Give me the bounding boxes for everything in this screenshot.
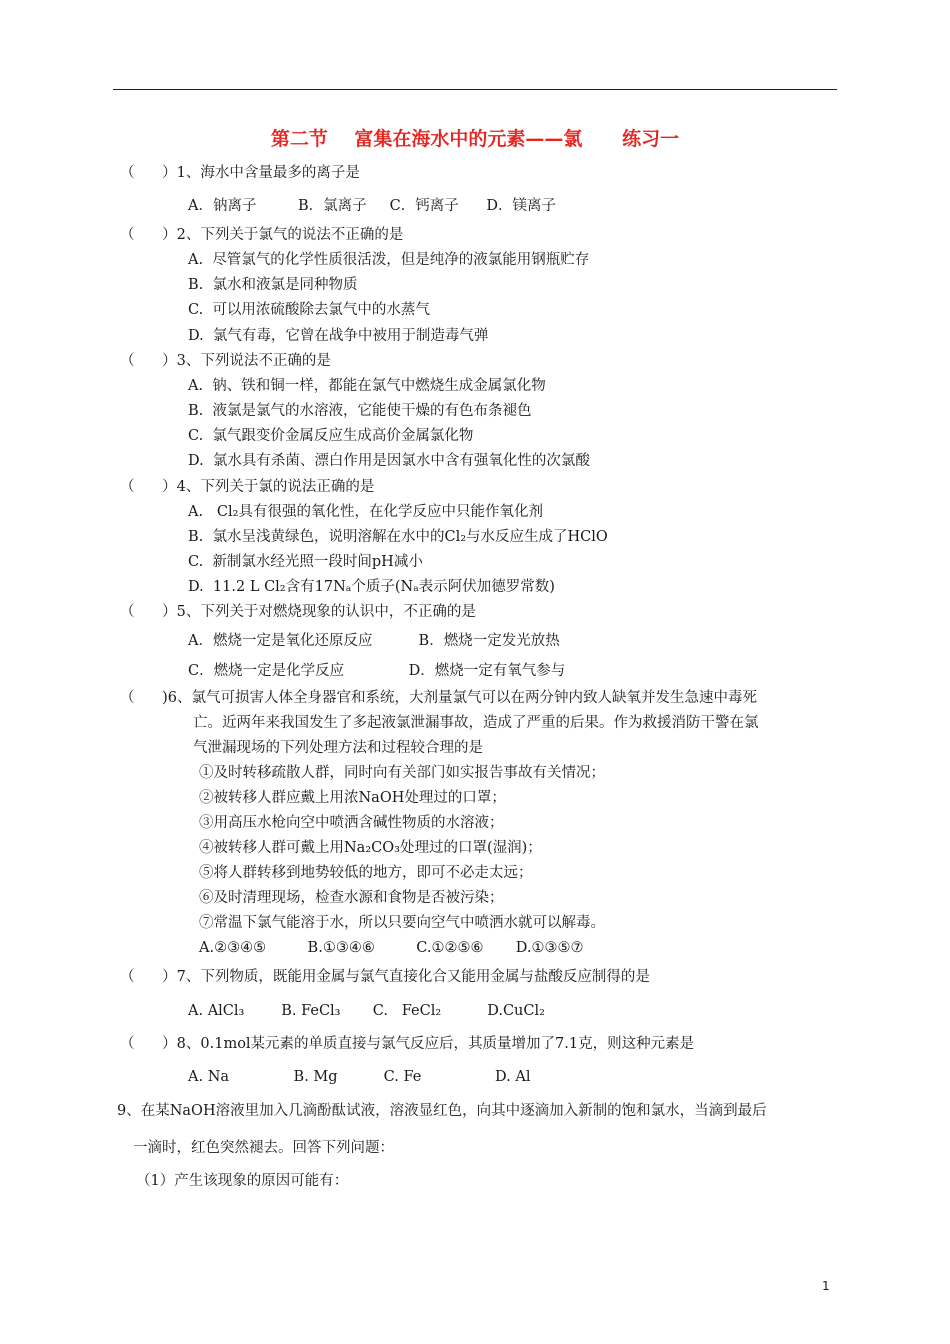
document-line: （ ）4、下列关于氯的说法正确的是 <box>120 479 375 495</box>
document-line: D. 氯水具有杀菌、漂白作用是因氯水中含有强氧化性的次氯酸 <box>188 453 590 469</box>
document-line: 气泄漏现场的下列处理方法和过程较合理的是 <box>193 740 483 756</box>
document-line: ②被转移人群应戴上用浓NaOH处理过的口罩； <box>199 790 506 806</box>
document-line: ①及时转移疏散人群，同时向有关部门如实报告事故有关情况； <box>199 765 605 781</box>
document-line: B. 氯水呈浅黄绿色，说明溶解在水中的Cl₂与水反应生成了HClO <box>188 529 608 545</box>
document-line: D. 氯气有毒，它曾在战争中被用于制造毒气弹 <box>188 328 489 344</box>
page-number: 1 <box>822 1279 830 1293</box>
document-line: （ ）1、海水中含量最多的离子是 <box>120 165 360 181</box>
document-line: 亡。近两年来我国发生了多起液氯泄漏事故，造成了严重的后果。作为救援消防干警在氯 <box>193 715 759 731</box>
document-line: A．钠离子 B．氯离子 C．钙离子 D．镁离子 <box>188 198 557 214</box>
document-line: ⑤将人群转移到地势较低的地方，即可不必走太远； <box>199 865 533 881</box>
document-line: ④被转移人群可戴上用Na₂CO₃处理过的口罩(湿润)； <box>199 840 542 856</box>
document-line: C. 氯气跟变价金属反应生成高价金属氯化物 <box>188 428 474 444</box>
document-line: 一滴时，红色突然褪去。回答下列问题： <box>133 1140 394 1156</box>
document-line: （ ）7、下列物质，既能用金属与氯气直接化合又能用金属与盐酸反应制得的是 <box>120 969 650 985</box>
document-line: （ ）8、0.1mol某元素的单质直接与氯气反应后，其质量增加了7.1克，则这种元素是 <box>120 1036 695 1052</box>
document-line: （1）产生该现象的原因可能有： <box>136 1173 349 1189</box>
document-line: A. Na B. Mg C. Fe D. Al <box>188 1069 531 1085</box>
document-line: ⑦常温下氯气能溶于水，所以只要向空气中喷洒水就可以解毒。 <box>199 915 605 931</box>
document-line: B. 氯水和液氯是同种物质 <box>188 277 358 293</box>
document-line: B. 液氯是氯气的水溶液，它能使干燥的有色布条褪色 <box>188 403 532 419</box>
document-line: （ )6、氯气可损害人体全身器官和系统，大剂量氯气可以在两分钟内致人缺氧并发生急速中毒死 <box>120 690 758 706</box>
document-line: C. 新制氯水经光照一段时间pH减小 <box>188 554 423 570</box>
document-line: A. Cl₂具有很强的氧化性，在化学反应中只能作氧化剂 <box>188 504 543 520</box>
document-line: 9、在某NaOH溶液里加入几滴酚酞试液，溶液显红色，向其中逐滴加入新制的饱和氯水，当滴到最后 <box>117 1103 767 1119</box>
document-line: （ ）5、下列关于对燃烧现象的认识中，不正确的是 <box>120 604 476 620</box>
document-line: ③用高压水枪向空中喷洒含碱性物质的水溶液； <box>199 815 504 831</box>
document-line: ⑥及时清理现场，检查水源和食物是否被污染； <box>199 890 504 906</box>
document-line: A. AlCl₃ B. FeCl₃ C. FeCl₂ D.CuCl₂ <box>188 1003 545 1019</box>
document-line: C. 可以用浓硫酸除去氯气中的水蒸气 <box>188 302 430 318</box>
page-title: 第二节 富集在海水中的元素——氯 练习一 <box>270 128 680 150</box>
document-line: （ ）2、下列关于氯气的说法不正确的是 <box>120 227 404 243</box>
document-line: D. 11.2 L Cl₂含有17Nₐ个质子(Nₐ表示阿伏加德罗常数) <box>188 579 555 595</box>
document-line: A. 尽管氯气的化学性质很活泼，但是纯净的液氯能用钢瓶贮存 <box>188 252 590 268</box>
document-line: A. 钠、铁和铜一样，都能在氯气中燃烧生成金属氯化物 <box>188 378 546 394</box>
header-rule <box>113 89 837 90</box>
document-line: （ ）3、下列说法不正确的是 <box>120 353 331 369</box>
document-line: A．燃烧一定是氧化还原反应 B．燃烧一定发光放热 <box>188 633 560 649</box>
document-line: C．燃烧一定是化学反应 D．燃烧一定有氧气参与 <box>188 663 566 679</box>
document-line: A.②③④⑤ B.①③④⑥ C.①②⑤⑥ D.①③⑤⑦ <box>199 940 584 956</box>
